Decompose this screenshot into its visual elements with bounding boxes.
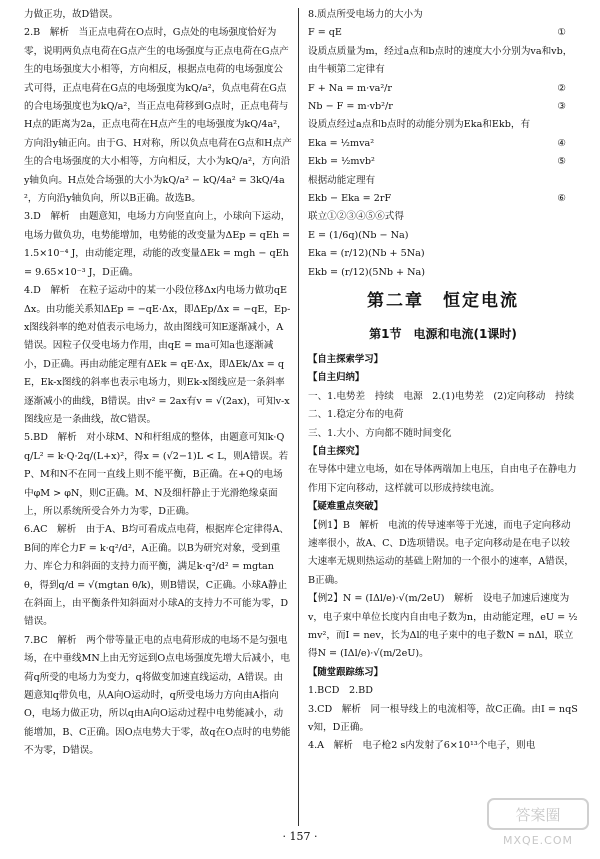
equation-5: Ekb = ½mvb² ⑤ bbox=[308, 156, 566, 168]
result-equation: Ekb = (r/12)(5Nb + Na) bbox=[308, 266, 425, 278]
section-title: 第1节 电源和电流(1课时) bbox=[369, 326, 517, 341]
practice-answer: 4.A 解析 电子枪2 s内发射了6×10¹³个电子，则电 bbox=[308, 740, 536, 752]
section-tag: 【随堂跟踪练习】 bbox=[308, 666, 384, 678]
watermark-logo bbox=[486, 797, 590, 849]
example-2: 【例2】N = (IΔl/e)·√(m/2eU) 解析 设电子加速后速度为v，电子束中单位长度内自由电子数为n，由动能定理，eU = ½mv²，而I = nev，长为Δl的电子束中的电子数N = nΔl，联立得N = (IΔl/e)·√(m/2eU)。 bbox=[308, 593, 578, 660]
section-tag: 【疑难重点突破】 bbox=[308, 501, 384, 513]
section-tag: 【自主归纳】 bbox=[308, 372, 365, 384]
summary-item: 二、1.稳定分布的电荷 bbox=[308, 409, 404, 421]
answer-3: 3.D 解析 由题意知，电场力方向竖直向上，小球向下运动，电场力做负功，电势能增加，电势能的改变量为ΔEp = qEh = 1.5×10⁻⁴ J，由动能定理，动能的改变量ΔEk = mgh − qEh = 9.65×10⁻³ J，D正确。 bbox=[24, 211, 291, 278]
text-paragraph: 根据动能定理有 bbox=[308, 174, 376, 186]
result-equation: Eka = (r/12)(Nb + 5Na) bbox=[308, 248, 425, 260]
text-paragraph: 设质点经过a点和b点时的动能分别为Eka和Ekb，有 bbox=[308, 119, 531, 131]
equation-6: Ekb − Eka = 2rF ⑥ bbox=[308, 193, 566, 205]
result-equation: E = (1/6q)(Nb − Na) bbox=[308, 229, 409, 241]
section-tag: 【自主探索学习】 bbox=[308, 353, 384, 365]
page-number: · 157 · bbox=[282, 830, 318, 843]
equation-3: Nb − F = m·vb²/r ③ bbox=[308, 101, 566, 113]
example-1: 【例1】B 解析 电流的传导速率等于光速，而电子定向移动速率很小，故A、C、D选项错误。电子定向移动是在电子以较大速率无规则热运动的基础上附加的一个很小的速率，A错误，B正确。 bbox=[308, 519, 574, 586]
watermark-url: MXQE.COM bbox=[503, 834, 573, 847]
answer-6: 6.AC 解析 由于A、B均可看成点电荷，根据库仑定律得A、B间的库仑力F = k·q²/d²，A正确。以B为研究对象，受到重力、库仑力和斜面的支持力而平衡，满足k·q²/d² = mgtan θ，得到q/d = √(mgtan θ/k)，则B错误，C正确。小球A静止在斜面上，由平衡条件知斜面对小球A的支持力不可能为零，D错误。 bbox=[24, 524, 289, 628]
summary-item: 一、1.电势差 持续 电源 2.(1)电势差 (2)定向移动 持续 bbox=[308, 390, 575, 402]
text-paragraph: 联立①②③④⑤⑥式得 bbox=[308, 211, 404, 223]
summary-item: 三、1.大小、方向都不随时间变化 bbox=[308, 427, 452, 439]
chapter-title: 第二章 恒定电流 bbox=[367, 291, 519, 312]
equation-2: F + Na = m·va²/r ② bbox=[308, 82, 566, 94]
right-column bbox=[308, 6, 578, 756]
text-paragraph: 力做正功，故D错误。 bbox=[24, 9, 119, 20]
section-tag: 【自主探究】 bbox=[308, 445, 365, 457]
text-paragraph: 设质点质量为m，经过a点和b点时的速度大小分别为va和vb，由牛顿第二定律有 bbox=[308, 45, 573, 76]
answer-5: 5.BD 解析 对小球M、N和杆组成的整体，由题意可知k·Qq/L² = k·Q·2q/(L+x)²，得x = (√2−1)L < L，则A错误。若P、M和N不在同一直线上则不能平衡，B正确。在+Q的电场中φM > φN，则C正确。M、N及细杆静止于光滑绝缘桌面上，所以系统所受合外力为零，D正确。 bbox=[24, 432, 289, 517]
answer-2: 2.B 解析 当正点电荷在O点时，G点处的电场强度恰好为零，说明两负点电荷在G点产生的电场强度与正点电荷在G点产生的电场强度大小相等，方向相反，根据点电荷的电场强度公式可得，正点电荷在G点的电场强度为kQ/a²，负点电荷在G点的合电场强度也为kQ/a²，当正点电荷移到G点时，正点电荷与H点的距离为2a，正点电荷在H点产生的电场强度为kQ/4a²，方向沿y轴正向。由于G、H对称，所以负点电荷在G点和H点产生的合电场强度的大小相等，方向相反，大小为kQ/a²，方向沿y轴负向。H点处合场强的大小为kQ/a² − kQ/4a² = 3kQ/4a²，方向沿y轴负向，所以B正确。故选B。 bbox=[24, 27, 292, 205]
practice-answer: 3.CD 解析 同一根导线上的电流相等，故C正确。由I = nqSv知，D正确。 bbox=[308, 703, 578, 734]
column-divider bbox=[298, 8, 299, 826]
answer-7: 7.BC 解析 两个带等量正电的点电荷形成的电场不是匀强电场，在中垂线MN上由无穷远到O点电场强度先增大后减小，电荷q所受的电场力为变力，q将做变加速直线运动，A错误。由题意知q带负电，从A向O运动时，q所受电场力方向由A指向O，电场力做正功，所以q由A向O运动过程中电势能减小，动能增加，B、C正确。因O点电势大于零，故q在O点时的电势能不为零，D错误。 bbox=[24, 634, 291, 757]
answer-4: 4.D 解析 在粒子运动中的某一小段位移Δx内电场力做功qEΔx。由功能关系知ΔEp = −qE·Δx，即ΔEp/Δx = −qE，Ep-x图线斜率的绝对值表示电场力，故由图线可知E逐渐减小，A错误。因粒子仅受电场力作用，由qE = ma可知a也逐渐减小，D正确。再由动能定理有ΔEk = qE·Δx，即ΔEk/Δx = qE，Ek-x图线的斜率也表示电场力，则Ek-x图线应是一条斜率逐渐减小的曲线，B错误。由v² = 2ax有v = √(2ax)，可知v-x图线应是一条曲线，故C错误。 bbox=[24, 285, 291, 425]
equation-1: F = qE ① bbox=[308, 27, 566, 39]
text-paragraph: 在导体中建立电场，如在导体两端加上电压，自由电子在静电力作用下定向移动，这样就可以形成持续电流。 bbox=[308, 464, 577, 494]
practice-answer: 1.BCD 2.BD bbox=[308, 685, 373, 697]
left-column bbox=[24, 6, 292, 761]
answer-8-intro: 8.质点所受电场力的大小为 bbox=[308, 9, 423, 20]
equation-4: Eka = ½mva² ④ bbox=[308, 137, 566, 149]
watermark-text: 答案圈 bbox=[515, 806, 561, 824]
